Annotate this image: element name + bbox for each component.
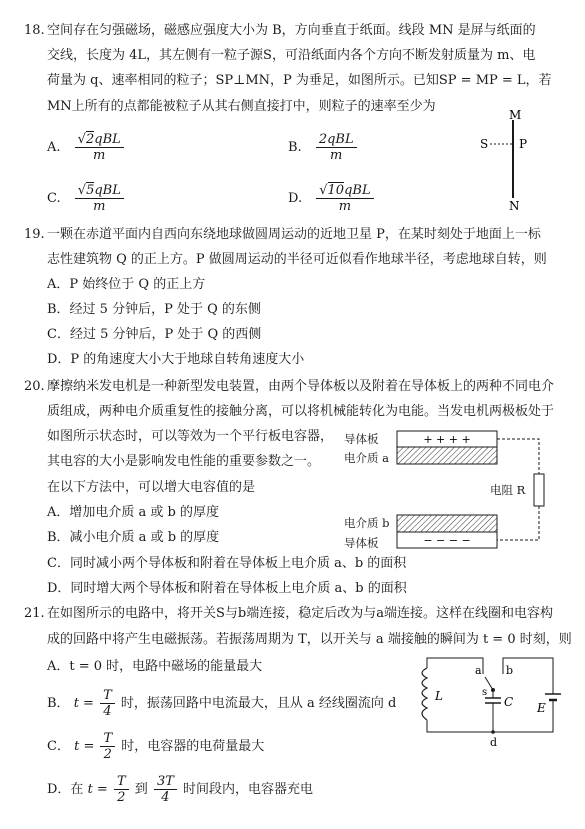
label-s: s — [482, 687, 488, 698]
q20-figure — [394, 428, 554, 553]
q20-line-4: 其电容的大小是影响发电性能的重要参数之一。 — [47, 454, 321, 469]
label-b: b — [506, 664, 514, 677]
label-n: N — [509, 199, 520, 213]
q19-option-c[interactable]: C．经过 5 分钟后，P 处于 Q 的西侧 — [47, 327, 262, 342]
q19-line-1: 一颗在赤道平面内自西向东绕地球做圆周运动的近地卫星 P，在某时刻处于地面上一标 — [47, 227, 541, 242]
inductor-coil — [422, 668, 427, 720]
q20-line-3: 如图所示状态时，可以等效为一个平行板电容器， — [47, 429, 334, 444]
q19-option-b[interactable]: B．经过 5 分钟后，P 处于 Q 的东侧 — [47, 302, 261, 317]
minus-charges: − − − − — [423, 534, 471, 547]
q21-number: 21. — [24, 606, 45, 621]
q20-number: 20. — [24, 379, 45, 394]
label-plate-bottom: 导体板 — [344, 536, 379, 550]
q19-line-2: 志性建筑物 Q 的正上方。P 做圆周运动的半径可近似看作地球半径，考虑地球自转，则 — [47, 252, 547, 267]
node-d — [491, 730, 495, 734]
label-d: d — [490, 736, 498, 749]
label-c: C — [504, 695, 514, 709]
q21-line-1: 在如图所示的电路中，将开关S与b端连接，稳定后改为与a端连接。这样在线圈和电容构 — [47, 606, 553, 621]
label-l: L — [435, 689, 443, 703]
q21-line-2: 成的回路中将产生电磁振荡。若振荡周期为 T，以开关与 a 端接触的瞬间为 t = 0 时刻，则 — [47, 632, 572, 647]
q18-option-d[interactable]: D. $\frac{\text{√10qBL}}{m}$ — [288, 183, 376, 214]
label-resistor: 电阻 R — [490, 483, 526, 497]
q18-option-b-fraction: $\frac{\text{2qBL}}{m}$ — [316, 132, 357, 163]
q18-option-a-fraction: $\frac{\text{√2qBL}}{m}$ — [75, 132, 124, 163]
q21-option-c[interactable]: C． t = $\frac{T}{2}$ 时，电容器的电荷量最大 — [47, 731, 265, 762]
q21-figure — [405, 650, 565, 750]
q18-number: 18. — [24, 23, 45, 38]
q18-line-1: 空间存在匀强磁场，磁感应强度大小为 B，方向垂直于纸面。线段 MN 是屏与纸面的 — [47, 23, 536, 38]
q18-figure — [470, 108, 540, 218]
q18-option-d-fraction: $\frac{\text{√10qBL}}{m}$ — [316, 183, 373, 214]
q18-option-c[interactable]: C. $\frac{\text{√5qBL}}{m}$ — [47, 183, 126, 214]
label-dielectric-a: 电介质 a — [344, 451, 390, 465]
q18-option-b[interactable]: B. $\frac{\text{2qBL}}{m}$ — [288, 132, 359, 163]
q19-option-a[interactable]: A．P 始终位于 Q 的正上方 — [47, 277, 206, 292]
label-dielectric-b: 电介质 b — [344, 516, 390, 530]
q20-line-5: 在以下方法中，可以增大电容值的是 — [47, 480, 256, 495]
dielectric-a-layer — [397, 447, 497, 464]
plus-charges: + + + + — [423, 433, 471, 446]
q18-line-2: 交线，长度为 4L，其左侧有一粒子源S，可沿纸面内各个方向不断发射质量为 m、电 — [47, 48, 536, 63]
q21-option-d[interactable]: D．在 t = $\frac{T}{2}$ 到 $\frac{3T}{4}$ 时间段内，电容器充电 — [47, 774, 314, 805]
q18-line-4: MN上所有的点都能被粒子从其右侧直接打中，则粒子的速率至少为 — [47, 99, 436, 114]
wire-bottom — [497, 506, 539, 540]
wire-top — [497, 439, 539, 474]
label-plate-top: 导体板 — [344, 432, 379, 446]
q18-option-a[interactable]: A. $\frac{\text{√2qBL}}{m}$ — [47, 132, 126, 163]
q19-number: 19. — [24, 227, 45, 242]
q19-option-d[interactable]: D．P 的角速度大小大于地球自转角速度大小 — [47, 352, 305, 367]
fraction-t-over-2: $\frac{T}{2}$ — [100, 731, 115, 762]
fraction-t-over-2-start: $\frac{T}{2}$ — [114, 774, 129, 805]
q21-option-b[interactable]: B． t = $\frac{T}{4}$ 时，振荡回路中电流最大，且从 a 经线圈流向 d — [47, 688, 397, 719]
q21-option-a[interactable]: A．t = 0 时，电路中磁场的能量最大 — [47, 659, 263, 674]
label-s: S — [480, 137, 489, 151]
label-m: M — [509, 108, 522, 122]
fraction-t-over-4: $\frac{T}{4}$ — [100, 688, 115, 719]
q20-option-d[interactable]: D．同时增大两个导体板和附着在导体板上电介质 a、b 的面积 — [47, 581, 407, 596]
q20-option-c[interactable]: C．同时减小两个导体板和附着在导体板上电介质 a、b 的面积 — [47, 556, 407, 571]
label-e: E — [537, 701, 546, 715]
label-p: P — [519, 137, 528, 151]
q20-line-2: 质组成，两种电介质重复性的接触分离，可以将机械能转化为电能。当发电机两极板处于 — [47, 404, 555, 419]
label-a: a — [475, 664, 482, 677]
q18-line-3: 荷量为 q、速率相同的粒子；SP⊥MN，P 为垂足，如图所示。已知SP = MP = L，若 — [47, 73, 552, 88]
q20-option-a[interactable]: A．增加电介质 a 或 b 的厚度 — [47, 505, 219, 520]
dielectric-b-layer — [397, 515, 497, 532]
fraction-3t-over-4: $\frac{3T}{4}$ — [154, 774, 177, 805]
q20-line-1: 摩擦纳米发电机是一种新型发电装置，由两个导体板以及附着在导体板上的两种不同电介 — [47, 379, 555, 394]
resistor-r — [534, 474, 544, 506]
q20-option-b[interactable]: B．减小电介质 a 或 b 的厚度 — [47, 530, 220, 545]
q18-option-c-fraction: $\frac{\text{√5qBL}}{m}$ — [75, 183, 124, 214]
wire-bottom-loop — [427, 710, 553, 732]
